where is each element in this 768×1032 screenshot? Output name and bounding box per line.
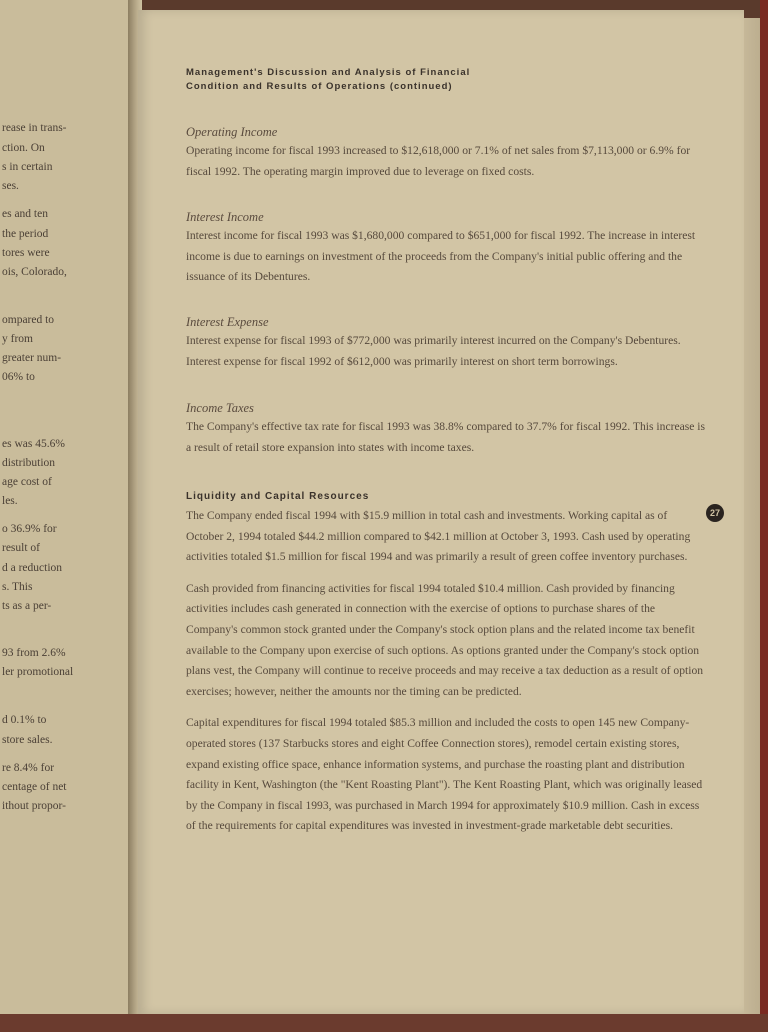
header-line-1: Management's Discussion and Analysis of Financial xyxy=(186,67,471,78)
section-operating-income xyxy=(186,123,706,193)
section-body: Operating income for fiscal 1993 increased to $12,618,000 or 7.1% of net sales from $7,113,000 or 6.9% for fiscal 1992. The operating margin improved due to leverage on fixed costs. xyxy=(186,144,691,178)
left-line: store sales. xyxy=(2,734,53,746)
left-line: ts as a per- xyxy=(2,600,52,612)
page-number-badge: 27 xyxy=(706,504,724,522)
section-heading: Interest Expense xyxy=(186,315,269,329)
left-page-text xyxy=(0,0,134,1018)
left-line: rease in trans- xyxy=(2,122,67,134)
section-income-taxes xyxy=(186,399,706,469)
left-line: the period xyxy=(2,228,49,240)
header-line-2: Condition and Results of Operations (continued) xyxy=(186,81,453,92)
left-line: d 0.1% to xyxy=(2,714,47,726)
left-line: d a reduction xyxy=(2,562,63,574)
left-line: distribution xyxy=(2,457,56,469)
left-line: age cost of xyxy=(2,476,52,488)
left-line: ction. On xyxy=(2,142,45,154)
left-line: greater num- xyxy=(2,352,62,364)
left-page xyxy=(0,0,134,1018)
left-line: ses. xyxy=(2,180,19,192)
right-page xyxy=(138,10,744,1014)
book-cover-edge xyxy=(760,0,768,1032)
section-body: The Company's effective tax rate for fiscal 1993 was 38.8% compared to 37.7% for fiscal 1992. This increase is a result of retail store expansion into states with income taxes. xyxy=(186,420,706,454)
liquidity-paragraph-2: Cash provided from financing activities for fiscal 1994 totaled $10.4 million. Cash provided by financing activities includes cash generated in connection with the exercise of options to purchase shares of the Company's common stock granted under the Company's stock option plans and the related income tax benefit available to the Company upon exercise of such options. As options granted under the Company's stock option plans vest, the Company will continue to receive proceeds and may receive a tax deduction as a result of option exercises; however, neither the amounts nor the timing can be predicted. xyxy=(186,581,704,698)
section-liquidity xyxy=(186,488,706,848)
section-interest-expense xyxy=(186,313,706,383)
section-heading: Operating Income xyxy=(186,125,278,139)
left-line: les. xyxy=(2,495,18,507)
left-line: 06% to xyxy=(2,371,35,383)
left-line: o 36.9% for xyxy=(2,523,57,535)
left-line: ler promotional xyxy=(2,666,74,678)
left-line: centage of net xyxy=(2,781,67,793)
left-line: tores were xyxy=(2,247,50,259)
left-line: re 8.4% for xyxy=(2,762,55,774)
liquidity-paragraph-1: The Company ended fiscal 1994 with $15.9 million in total cash and investments. Working capital as of October 2, 1994 totaled $44.2 million compared to $42.1 million at October 3, 1993. Cash used by operating activities totaled $1.5 million for fiscal 1994 and was primarily a result of green coffee inventory purchases. xyxy=(186,509,691,564)
left-line: ois, Colorado, xyxy=(2,266,67,278)
left-line: result of xyxy=(2,542,41,554)
left-line: s in certain xyxy=(2,161,53,173)
left-line: ompared to xyxy=(2,314,55,326)
liquidity-paragraph-3: Capital expenditures for fiscal 1994 totaled $85.3 million and included the costs to open 145 new Company-operated stores (137 Starbucks stores and eight Coffee Connection stores), remodel certain existing stores, expand existing office space, enhance information systems, and purchase the roasting plant and distribution facility in Kent, Washington (the "Kent Roasting Plant"). The Kent Roasting Plant, which was originally leased by the Company in fiscal 1993, was purchased in March 1994 for approximately $10.9 million. Cash in excess of the requirements for capital expenditures was invested in investment-grade marketable debt securities. xyxy=(186,716,703,833)
section-heading: Liquidity and Capital Resources xyxy=(186,491,370,502)
section-body: Interest expense for fiscal 1993 of $772,000 was primarily interest incurred on the Company's Debentures. Interest expense for fiscal 1992 of $612,000 was primarily interest on short term borrowings. xyxy=(186,334,681,368)
section-heading: Income Taxes xyxy=(186,401,254,415)
left-line: y from xyxy=(2,333,33,345)
left-line: 93 from 2.6% xyxy=(2,647,66,659)
left-line: s. This xyxy=(2,581,33,593)
left-line: ithout propor- xyxy=(2,800,66,812)
book-cover-bottom xyxy=(0,1014,768,1032)
section-body: Interest income for fiscal 1993 was $1,680,000 compared to $651,000 for fiscal 1992. The increase in interest income is due to earnings on investment of the proceeds from the Company's initial public offering and the issuance of its Debentures. xyxy=(186,229,696,284)
section-interest-income xyxy=(186,208,706,299)
left-line: es and ten xyxy=(2,208,48,220)
page-header xyxy=(186,66,706,94)
section-heading: Interest Income xyxy=(186,210,264,224)
left-line: es was 45.6% xyxy=(2,438,65,450)
